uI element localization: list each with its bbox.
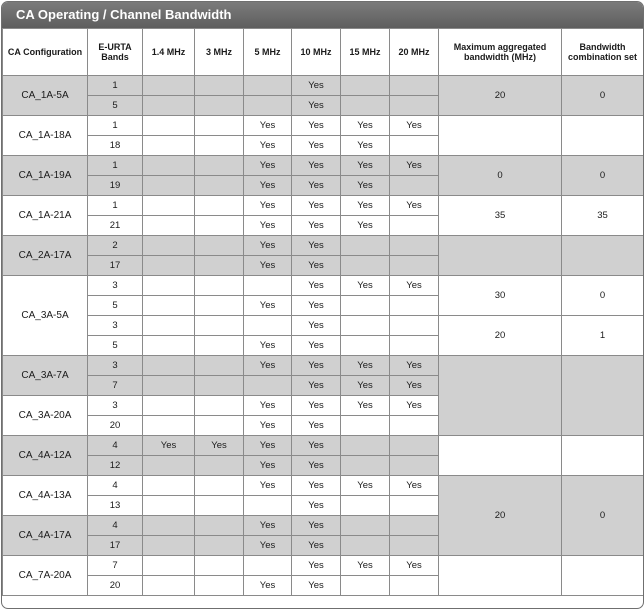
table-row	[3, 316, 644, 336]
bandwidth-support-cell	[390, 416, 439, 436]
bandwidth-support-cell: Yes	[244, 416, 292, 436]
bandwidth-support-cell	[341, 96, 390, 116]
bandwidth-support-cell	[195, 456, 244, 476]
bandwidth-combination-set-cell: 0	[562, 276, 644, 316]
bandwidth-support-cell	[341, 236, 390, 256]
bandwidth-support-cell	[390, 76, 439, 96]
bandwidth-combination-set-cell: 0	[562, 76, 644, 116]
bandwidth-support-cell	[244, 96, 292, 116]
bandwidth-support-cell: Yes	[292, 256, 341, 276]
bandwidth-support-cell	[143, 416, 195, 436]
header-row	[3, 29, 644, 76]
bandwidth-support-cell	[143, 496, 195, 516]
bandwidth-support-cell	[390, 296, 439, 316]
bandwidth-support-cell: Yes	[292, 336, 341, 356]
bandwidth-support-cell	[195, 96, 244, 116]
band-cell: 3	[88, 356, 143, 376]
bandwidth-support-cell	[390, 516, 439, 536]
table-row	[3, 156, 644, 176]
band-cell: 2	[88, 236, 143, 256]
band-cell: 4	[88, 516, 143, 536]
bandwidth-support-cell: Yes	[244, 196, 292, 216]
header-cell: 5 MHz	[244, 29, 292, 76]
bandwidth-support-cell	[143, 396, 195, 416]
bandwidth-support-cell: Yes	[390, 376, 439, 396]
bandwidth-support-cell	[195, 296, 244, 316]
bandwidth-support-cell	[390, 176, 439, 196]
bandwidth-support-cell	[143, 276, 195, 296]
bandwidth-support-cell	[244, 496, 292, 516]
bandwidth-support-cell: Yes	[292, 416, 341, 436]
bandwidth-support-cell: Yes	[292, 116, 341, 136]
bandwidth-support-cell: Yes	[341, 356, 390, 376]
bandwidth-support-cell	[195, 196, 244, 216]
header-cell: 20 MHz	[390, 29, 439, 76]
bandwidth-support-cell	[143, 476, 195, 496]
header-cell: 10 MHz	[292, 29, 341, 76]
bandwidth-support-cell: Yes	[244, 336, 292, 356]
bandwidth-support-cell: Yes	[390, 356, 439, 376]
ca-configuration-cell: CA_3A-5A	[3, 276, 88, 356]
table-row	[3, 236, 644, 256]
bandwidth-support-cell: Yes	[390, 196, 439, 216]
band-cell: 1	[88, 196, 143, 216]
bandwidth-combination-set-cell	[562, 436, 644, 476]
bandwidth-support-cell	[143, 556, 195, 576]
max-aggregated-bandwidth-cell: 20	[439, 76, 562, 116]
bandwidth-support-cell	[390, 316, 439, 336]
bandwidth-support-cell	[143, 216, 195, 236]
bandwidth-combination-set-cell: 35	[562, 196, 644, 236]
ca-configuration-cell: CA_4A-12A	[3, 436, 88, 476]
bandwidth-support-cell: Yes	[341, 476, 390, 496]
band-cell: 4	[88, 476, 143, 496]
bandwidth-support-cell	[195, 516, 244, 536]
bandwidth-support-cell	[390, 496, 439, 516]
bandwidth-support-cell: Yes	[292, 96, 341, 116]
bandwidth-support-cell	[244, 316, 292, 336]
bandwidth-support-cell	[390, 336, 439, 356]
bandwidth-combination-set-cell	[562, 556, 644, 596]
bandwidth-support-cell	[195, 216, 244, 236]
table-row	[3, 436, 644, 456]
table-row	[3, 276, 644, 296]
bandwidth-support-cell	[390, 236, 439, 256]
bandwidth-support-cell	[341, 416, 390, 436]
header-cell: CA Configuration	[3, 29, 88, 76]
bandwidth-support-cell	[195, 356, 244, 376]
bandwidth-combination-set-cell: 0	[562, 156, 644, 196]
bandwidth-support-cell: Yes	[244, 396, 292, 416]
bandwidth-support-cell	[143, 576, 195, 596]
bandwidth-support-cell: Yes	[244, 356, 292, 376]
bandwidth-support-cell	[341, 576, 390, 596]
table-title: CA Operating / Channel Bandwidth	[2, 2, 643, 28]
bandwidth-support-cell: Yes	[341, 176, 390, 196]
bandwidth-support-cell: Yes	[292, 136, 341, 156]
bandwidth-combination-set-cell	[562, 236, 644, 276]
bandwidth-support-cell	[195, 496, 244, 516]
ca-bandwidth-table	[2, 28, 644, 596]
bandwidth-support-cell	[341, 436, 390, 456]
bandwidth-support-cell	[390, 216, 439, 236]
band-cell: 1	[88, 156, 143, 176]
bandwidth-support-cell	[390, 136, 439, 156]
header-cell: Maximum aggregated bandwidth (MHz)	[439, 29, 562, 76]
bandwidth-support-cell	[143, 536, 195, 556]
max-aggregated-bandwidth-cell	[439, 436, 562, 476]
bandwidth-support-cell	[195, 276, 244, 296]
bandwidth-support-cell: Yes	[341, 396, 390, 416]
ca-configuration-cell: CA_1A-18A	[3, 116, 88, 156]
band-cell: 17	[88, 536, 143, 556]
max-aggregated-bandwidth-cell: 20	[439, 316, 562, 356]
ca-configuration-cell: CA_4A-17A	[3, 516, 88, 556]
band-cell: 17	[88, 256, 143, 276]
ca-configuration-cell: CA_1A-21A	[3, 196, 88, 236]
bandwidth-support-cell	[341, 316, 390, 336]
bandwidth-support-cell	[195, 336, 244, 356]
bandwidth-support-cell	[341, 256, 390, 276]
band-cell: 18	[88, 136, 143, 156]
bandwidth-support-cell: Yes	[292, 296, 341, 316]
band-cell: 1	[88, 76, 143, 96]
bandwidth-support-cell: Yes	[292, 436, 341, 456]
bandwidth-support-cell: Yes	[292, 216, 341, 236]
bandwidth-combination-set-cell: 1	[562, 316, 644, 356]
bandwidth-support-cell	[143, 96, 195, 116]
bandwidth-support-cell: Yes	[341, 556, 390, 576]
bandwidth-support-cell: Yes	[244, 576, 292, 596]
header-cell: 1.4 MHz	[143, 29, 195, 76]
bandwidth-support-cell	[195, 536, 244, 556]
bandwidth-support-cell	[195, 136, 244, 156]
ca-configuration-cell: CA_1A-5A	[3, 76, 88, 116]
bandwidth-support-cell	[143, 356, 195, 376]
band-cell: 12	[88, 456, 143, 476]
header-cell: Bandwidth combination set	[562, 29, 644, 76]
bandwidth-support-cell	[244, 276, 292, 296]
bandwidth-support-cell: Yes	[292, 476, 341, 496]
bandwidth-support-cell	[195, 116, 244, 136]
bandwidth-support-cell: Yes	[195, 436, 244, 456]
band-cell: 4	[88, 436, 143, 456]
table-row	[3, 116, 644, 136]
bandwidth-support-cell	[390, 576, 439, 596]
bandwidth-support-cell: Yes	[292, 536, 341, 556]
bandwidth-support-cell: Yes	[244, 456, 292, 476]
bandwidth-support-cell	[143, 316, 195, 336]
bandwidth-support-cell: Yes	[341, 196, 390, 216]
bandwidth-support-cell: Yes	[341, 136, 390, 156]
band-cell: 3	[88, 276, 143, 296]
bandwidth-support-cell	[195, 476, 244, 496]
bandwidth-support-cell: Yes	[244, 476, 292, 496]
max-aggregated-bandwidth-cell: 35	[439, 196, 562, 236]
table-row	[3, 76, 644, 96]
bandwidth-support-cell	[244, 376, 292, 396]
bandwidth-support-cell	[143, 336, 195, 356]
bandwidth-support-cell: Yes	[341, 116, 390, 136]
bandwidth-support-cell	[341, 336, 390, 356]
bandwidth-support-cell	[143, 176, 195, 196]
max-aggregated-bandwidth-cell: 30	[439, 276, 562, 316]
table-row	[3, 356, 644, 376]
max-aggregated-bandwidth-cell: 0	[439, 156, 562, 196]
bandwidth-support-cell	[341, 76, 390, 96]
bandwidth-support-cell	[390, 96, 439, 116]
bandwidth-support-cell: Yes	[244, 296, 292, 316]
bandwidth-support-cell	[143, 236, 195, 256]
bandwidth-support-cell: Yes	[292, 396, 341, 416]
bandwidth-support-cell	[143, 76, 195, 96]
band-cell: 3	[88, 316, 143, 336]
bandwidth-support-cell	[390, 436, 439, 456]
bandwidth-support-cell: Yes	[292, 196, 341, 216]
ca-configuration-cell: CA_3A-20A	[3, 396, 88, 436]
ca-configuration-cell: CA_1A-19A	[3, 156, 88, 196]
bandwidth-support-cell	[143, 136, 195, 156]
table-body	[3, 76, 644, 596]
bandwidth-support-cell	[143, 196, 195, 216]
header-cell: 3 MHz	[195, 29, 244, 76]
bandwidth-support-cell: Yes	[244, 136, 292, 156]
ca-bandwidth-panel	[1, 1, 644, 609]
bandwidth-support-cell	[244, 76, 292, 96]
max-aggregated-bandwidth-cell	[439, 116, 562, 156]
bandwidth-support-cell: Yes	[292, 556, 341, 576]
bandwidth-support-cell	[143, 376, 195, 396]
bandwidth-support-cell: Yes	[244, 156, 292, 176]
bandwidth-support-cell	[195, 556, 244, 576]
bandwidth-support-cell: Yes	[244, 516, 292, 536]
ca-configuration-cell: CA_2A-17A	[3, 236, 88, 276]
bandwidth-support-cell: Yes	[292, 276, 341, 296]
max-aggregated-bandwidth-cell	[439, 236, 562, 276]
band-cell: 1	[88, 116, 143, 136]
bandwidth-combination-set-cell	[562, 356, 644, 436]
band-cell: 7	[88, 556, 143, 576]
bandwidth-support-cell: Yes	[244, 436, 292, 456]
bandwidth-support-cell	[341, 456, 390, 476]
band-cell: 5	[88, 336, 143, 356]
bandwidth-support-cell: Yes	[341, 276, 390, 296]
max-aggregated-bandwidth-cell: 20	[439, 476, 562, 556]
ca-configuration-cell: CA_7A-20A	[3, 556, 88, 596]
bandwidth-support-cell: Yes	[341, 216, 390, 236]
bandwidth-support-cell	[143, 156, 195, 176]
bandwidth-support-cell: Yes	[244, 116, 292, 136]
bandwidth-support-cell: Yes	[292, 316, 341, 336]
header-cell: E-URTA Bands	[88, 29, 143, 76]
bandwidth-support-cell	[341, 516, 390, 536]
bandwidth-support-cell: Yes	[292, 496, 341, 516]
band-cell: 3	[88, 396, 143, 416]
bandwidth-support-cell: Yes	[292, 176, 341, 196]
bandwidth-support-cell	[143, 456, 195, 476]
bandwidth-support-cell: Yes	[292, 376, 341, 396]
bandwidth-support-cell: Yes	[341, 156, 390, 176]
bandwidth-support-cell: Yes	[244, 176, 292, 196]
bandwidth-support-cell: Yes	[244, 216, 292, 236]
bandwidth-support-cell	[341, 296, 390, 316]
bandwidth-support-cell	[195, 576, 244, 596]
bandwidth-support-cell	[143, 116, 195, 136]
band-cell: 13	[88, 496, 143, 516]
bandwidth-support-cell: Yes	[292, 516, 341, 536]
bandwidth-support-cell: Yes	[244, 256, 292, 276]
band-cell: 20	[88, 576, 143, 596]
bandwidth-support-cell	[195, 236, 244, 256]
bandwidth-support-cell: Yes	[292, 76, 341, 96]
bandwidth-support-cell	[244, 556, 292, 576]
max-aggregated-bandwidth-cell	[439, 556, 562, 596]
band-cell: 20	[88, 416, 143, 436]
ca-configuration-cell: CA_3A-7A	[3, 356, 88, 396]
band-cell: 21	[88, 216, 143, 236]
bandwidth-support-cell: Yes	[390, 476, 439, 496]
bandwidth-support-cell: Yes	[390, 556, 439, 576]
max-aggregated-bandwidth-cell	[439, 356, 562, 436]
bandwidth-support-cell	[195, 76, 244, 96]
bandwidth-combination-set-cell: 0	[562, 476, 644, 556]
bandwidth-support-cell: Yes	[292, 356, 341, 376]
header-cell: 15 MHz	[341, 29, 390, 76]
bandwidth-support-cell	[390, 536, 439, 556]
bandwidth-support-cell: Yes	[244, 536, 292, 556]
bandwidth-support-cell: Yes	[292, 156, 341, 176]
bandwidth-support-cell: Yes	[292, 576, 341, 596]
table-row	[3, 556, 644, 576]
table-row	[3, 476, 644, 496]
bandwidth-support-cell	[195, 416, 244, 436]
bandwidth-support-cell	[195, 156, 244, 176]
bandwidth-support-cell	[195, 256, 244, 276]
bandwidth-support-cell	[143, 296, 195, 316]
band-cell: 5	[88, 96, 143, 116]
bandwidth-support-cell	[341, 496, 390, 516]
ca-configuration-cell: CA_4A-13A	[3, 476, 88, 516]
bandwidth-support-cell	[143, 516, 195, 536]
bandwidth-support-cell	[195, 176, 244, 196]
bandwidth-support-cell	[341, 536, 390, 556]
table-row	[3, 196, 644, 216]
bandwidth-support-cell: Yes	[292, 236, 341, 256]
bandwidth-support-cell	[195, 376, 244, 396]
bandwidth-support-cell: Yes	[143, 436, 195, 456]
band-cell: 7	[88, 376, 143, 396]
band-cell: 19	[88, 176, 143, 196]
bandwidth-combination-set-cell	[562, 116, 644, 156]
band-cell: 5	[88, 296, 143, 316]
bandwidth-support-cell	[195, 396, 244, 416]
bandwidth-support-cell: Yes	[292, 456, 341, 476]
bandwidth-support-cell	[143, 256, 195, 276]
bandwidth-support-cell: Yes	[341, 376, 390, 396]
bandwidth-support-cell: Yes	[390, 396, 439, 416]
bandwidth-support-cell: Yes	[390, 156, 439, 176]
bandwidth-support-cell	[390, 456, 439, 476]
bandwidth-support-cell: Yes	[390, 276, 439, 296]
bandwidth-support-cell: Yes	[244, 236, 292, 256]
bandwidth-support-cell	[390, 256, 439, 276]
bandwidth-support-cell	[195, 316, 244, 336]
bandwidth-support-cell: Yes	[390, 116, 439, 136]
